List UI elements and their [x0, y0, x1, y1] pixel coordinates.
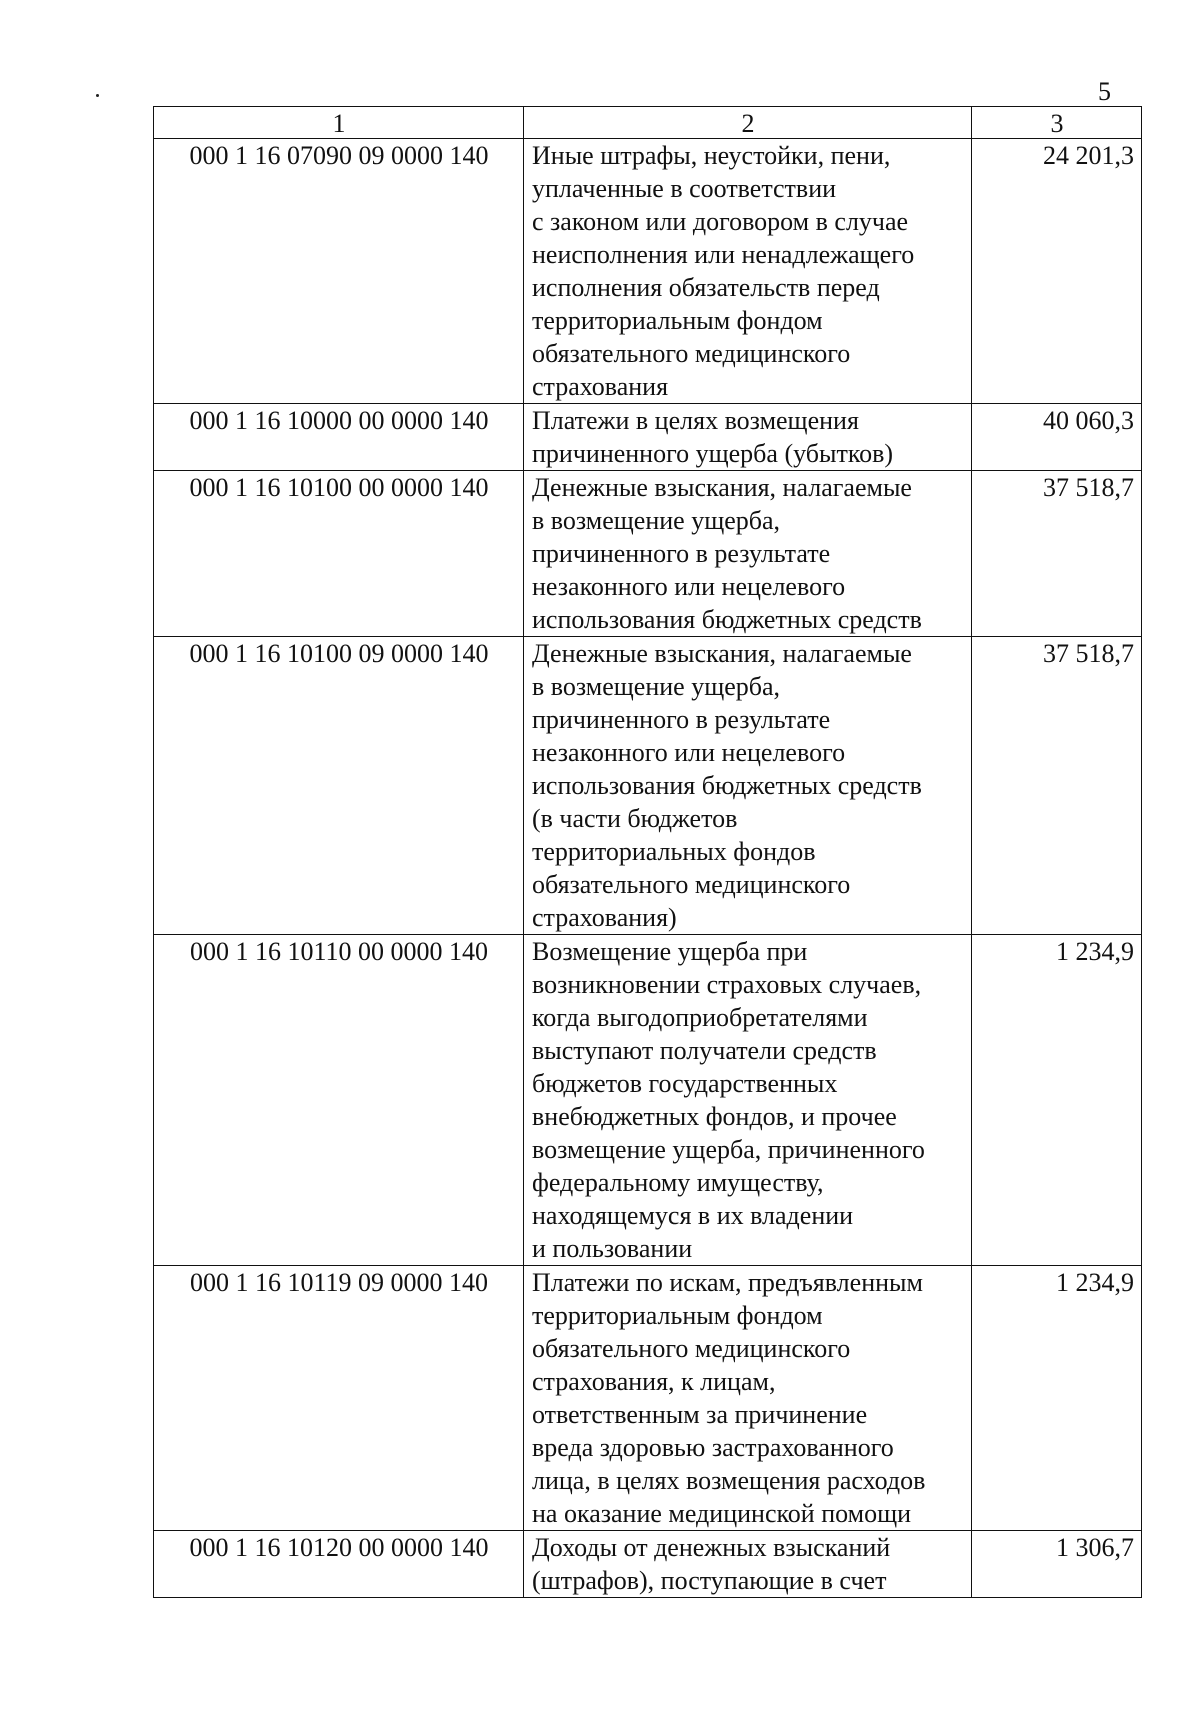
revenue-name-line: территориальным фондом	[532, 306, 823, 335]
budget-code-cell: 000 1 16 10120 00 0000 140	[154, 1531, 524, 1598]
revenue-name-line: бюджетов государственных	[532, 1069, 838, 1098]
amount-cell: 1 234,9	[972, 1266, 1142, 1531]
revenue-name-line: использования бюджетных средств	[532, 771, 922, 800]
revenue-name-line: на оказание медицинской помощи	[532, 1499, 912, 1528]
revenue-name-cell	[524, 404, 972, 471]
page-number: 5	[1098, 77, 1111, 106]
revenue-name-line: обязательного медицинского	[532, 339, 851, 368]
revenue-name-line: страхования	[532, 372, 669, 401]
revenue-table	[153, 106, 1142, 1598]
amount-cell: 37 518,7	[972, 471, 1142, 637]
stray-mark	[96, 94, 99, 97]
column-header-amount: 3	[972, 107, 1142, 139]
revenue-name-line: ответственным за причинение	[532, 1400, 868, 1429]
budget-code-cell: 000 1 16 10100 09 0000 140	[154, 637, 524, 935]
revenue-name-line: страхования)	[532, 903, 677, 932]
revenue-name-line: Возмещение ущерба при	[532, 937, 808, 966]
amount-cell: 40 060,3	[972, 404, 1142, 471]
revenue-name-line: лица, в целях возмещения расходов	[532, 1466, 926, 1495]
revenue-name-line: обязательного медицинского	[532, 870, 851, 899]
revenue-name-line: территориальных фондов	[532, 837, 816, 866]
amount-cell: 37 518,7	[972, 637, 1142, 935]
table-row	[154, 1531, 1142, 1598]
revenue-name-line: возмещение ущерба, причиненного	[532, 1135, 925, 1164]
budget-code-cell: 000 1 16 10119 09 0000 140	[154, 1266, 524, 1531]
revenue-name-line: Иные штрафы, неустойки, пени,	[532, 141, 891, 170]
revenue-name-line: территориальным фондом	[532, 1301, 823, 1330]
revenue-name-line: причиненного в результате	[532, 539, 831, 568]
revenue-name-cell	[524, 471, 972, 637]
amount-cell: 1 306,7	[972, 1531, 1142, 1598]
revenue-name-cell	[524, 1266, 972, 1531]
revenue-name-line: в возмещение ущерба,	[532, 672, 781, 701]
header-row	[154, 107, 1142, 139]
budget-code-cell: 000 1 16 10000 00 0000 140	[154, 404, 524, 471]
budget-code-cell: 000 1 16 10110 00 0000 140	[154, 935, 524, 1266]
amount-cell: 24 201,3	[972, 139, 1142, 404]
revenue-name-line: когда выгодоприобретателями	[532, 1003, 868, 1032]
revenue-name-line: незаконного или нецелевого	[532, 738, 846, 767]
revenue-name-line: уплаченные в соответствии	[532, 174, 837, 203]
revenue-name-line: обязательного медицинского	[532, 1334, 851, 1363]
revenue-name-line: находящемуся в их владении	[532, 1201, 854, 1230]
revenue-name-line: Доходы от денежных взысканий	[532, 1533, 891, 1562]
revenue-name-line: с законом или договором в случае	[532, 207, 909, 236]
revenue-name-line: возникновении страховых случаев,	[532, 970, 922, 999]
table-row	[154, 139, 1142, 404]
table-body	[154, 139, 1142, 1598]
revenue-name-line: Платежи по искам, предъявленным	[532, 1268, 923, 1297]
revenue-name-line: причиненного в результате	[532, 705, 831, 734]
table-row	[154, 1266, 1142, 1531]
revenue-name-line: исполнения обязательств перед	[532, 273, 880, 302]
table-row	[154, 935, 1142, 1266]
revenue-name-line: использования бюджетных средств	[532, 605, 922, 634]
table-row	[154, 637, 1142, 935]
revenue-name-cell	[524, 935, 972, 1266]
revenue-name-line: и пользовании	[532, 1234, 693, 1263]
revenue-name-line: Денежные взыскания, налагаемые	[532, 473, 912, 502]
table-row	[154, 404, 1142, 471]
revenue-name-line: выступают получатели средств	[532, 1036, 877, 1065]
revenue-name-line: (в части бюджетов	[532, 804, 738, 833]
column-header-code: 1	[154, 107, 524, 139]
revenue-name-cell	[524, 637, 972, 935]
revenue-name-line: (штрафов), поступающие в счет	[532, 1566, 887, 1595]
column-header-name: 2	[524, 107, 972, 139]
table-row	[154, 471, 1142, 637]
revenue-name-line: вреда здоровью застрахованного	[532, 1433, 894, 1462]
amount-cell: 1 234,9	[972, 935, 1142, 1266]
revenue-name-line: Денежные взыскания, налагаемые	[532, 639, 912, 668]
revenue-name-line: причиненного ущерба (убытков)	[532, 439, 894, 468]
revenue-name-line: незаконного или нецелевого	[532, 572, 846, 601]
budget-code-cell: 000 1 16 10100 00 0000 140	[154, 471, 524, 637]
revenue-name-line: внебюджетных фондов, и прочее	[532, 1102, 897, 1131]
revenue-name-cell	[524, 139, 972, 404]
budget-code-cell: 000 1 16 07090 09 0000 140	[154, 139, 524, 404]
revenue-name-line: страхования, к лицам,	[532, 1367, 776, 1396]
revenue-name-cell	[524, 1531, 972, 1598]
revenue-name-line: Платежи в целях возмещения	[532, 406, 859, 435]
revenue-name-line: неисполнения или ненадлежащего	[532, 240, 915, 269]
revenue-name-line: в возмещение ущерба,	[532, 506, 781, 535]
revenue-name-line: федеральному имуществу,	[532, 1168, 824, 1197]
